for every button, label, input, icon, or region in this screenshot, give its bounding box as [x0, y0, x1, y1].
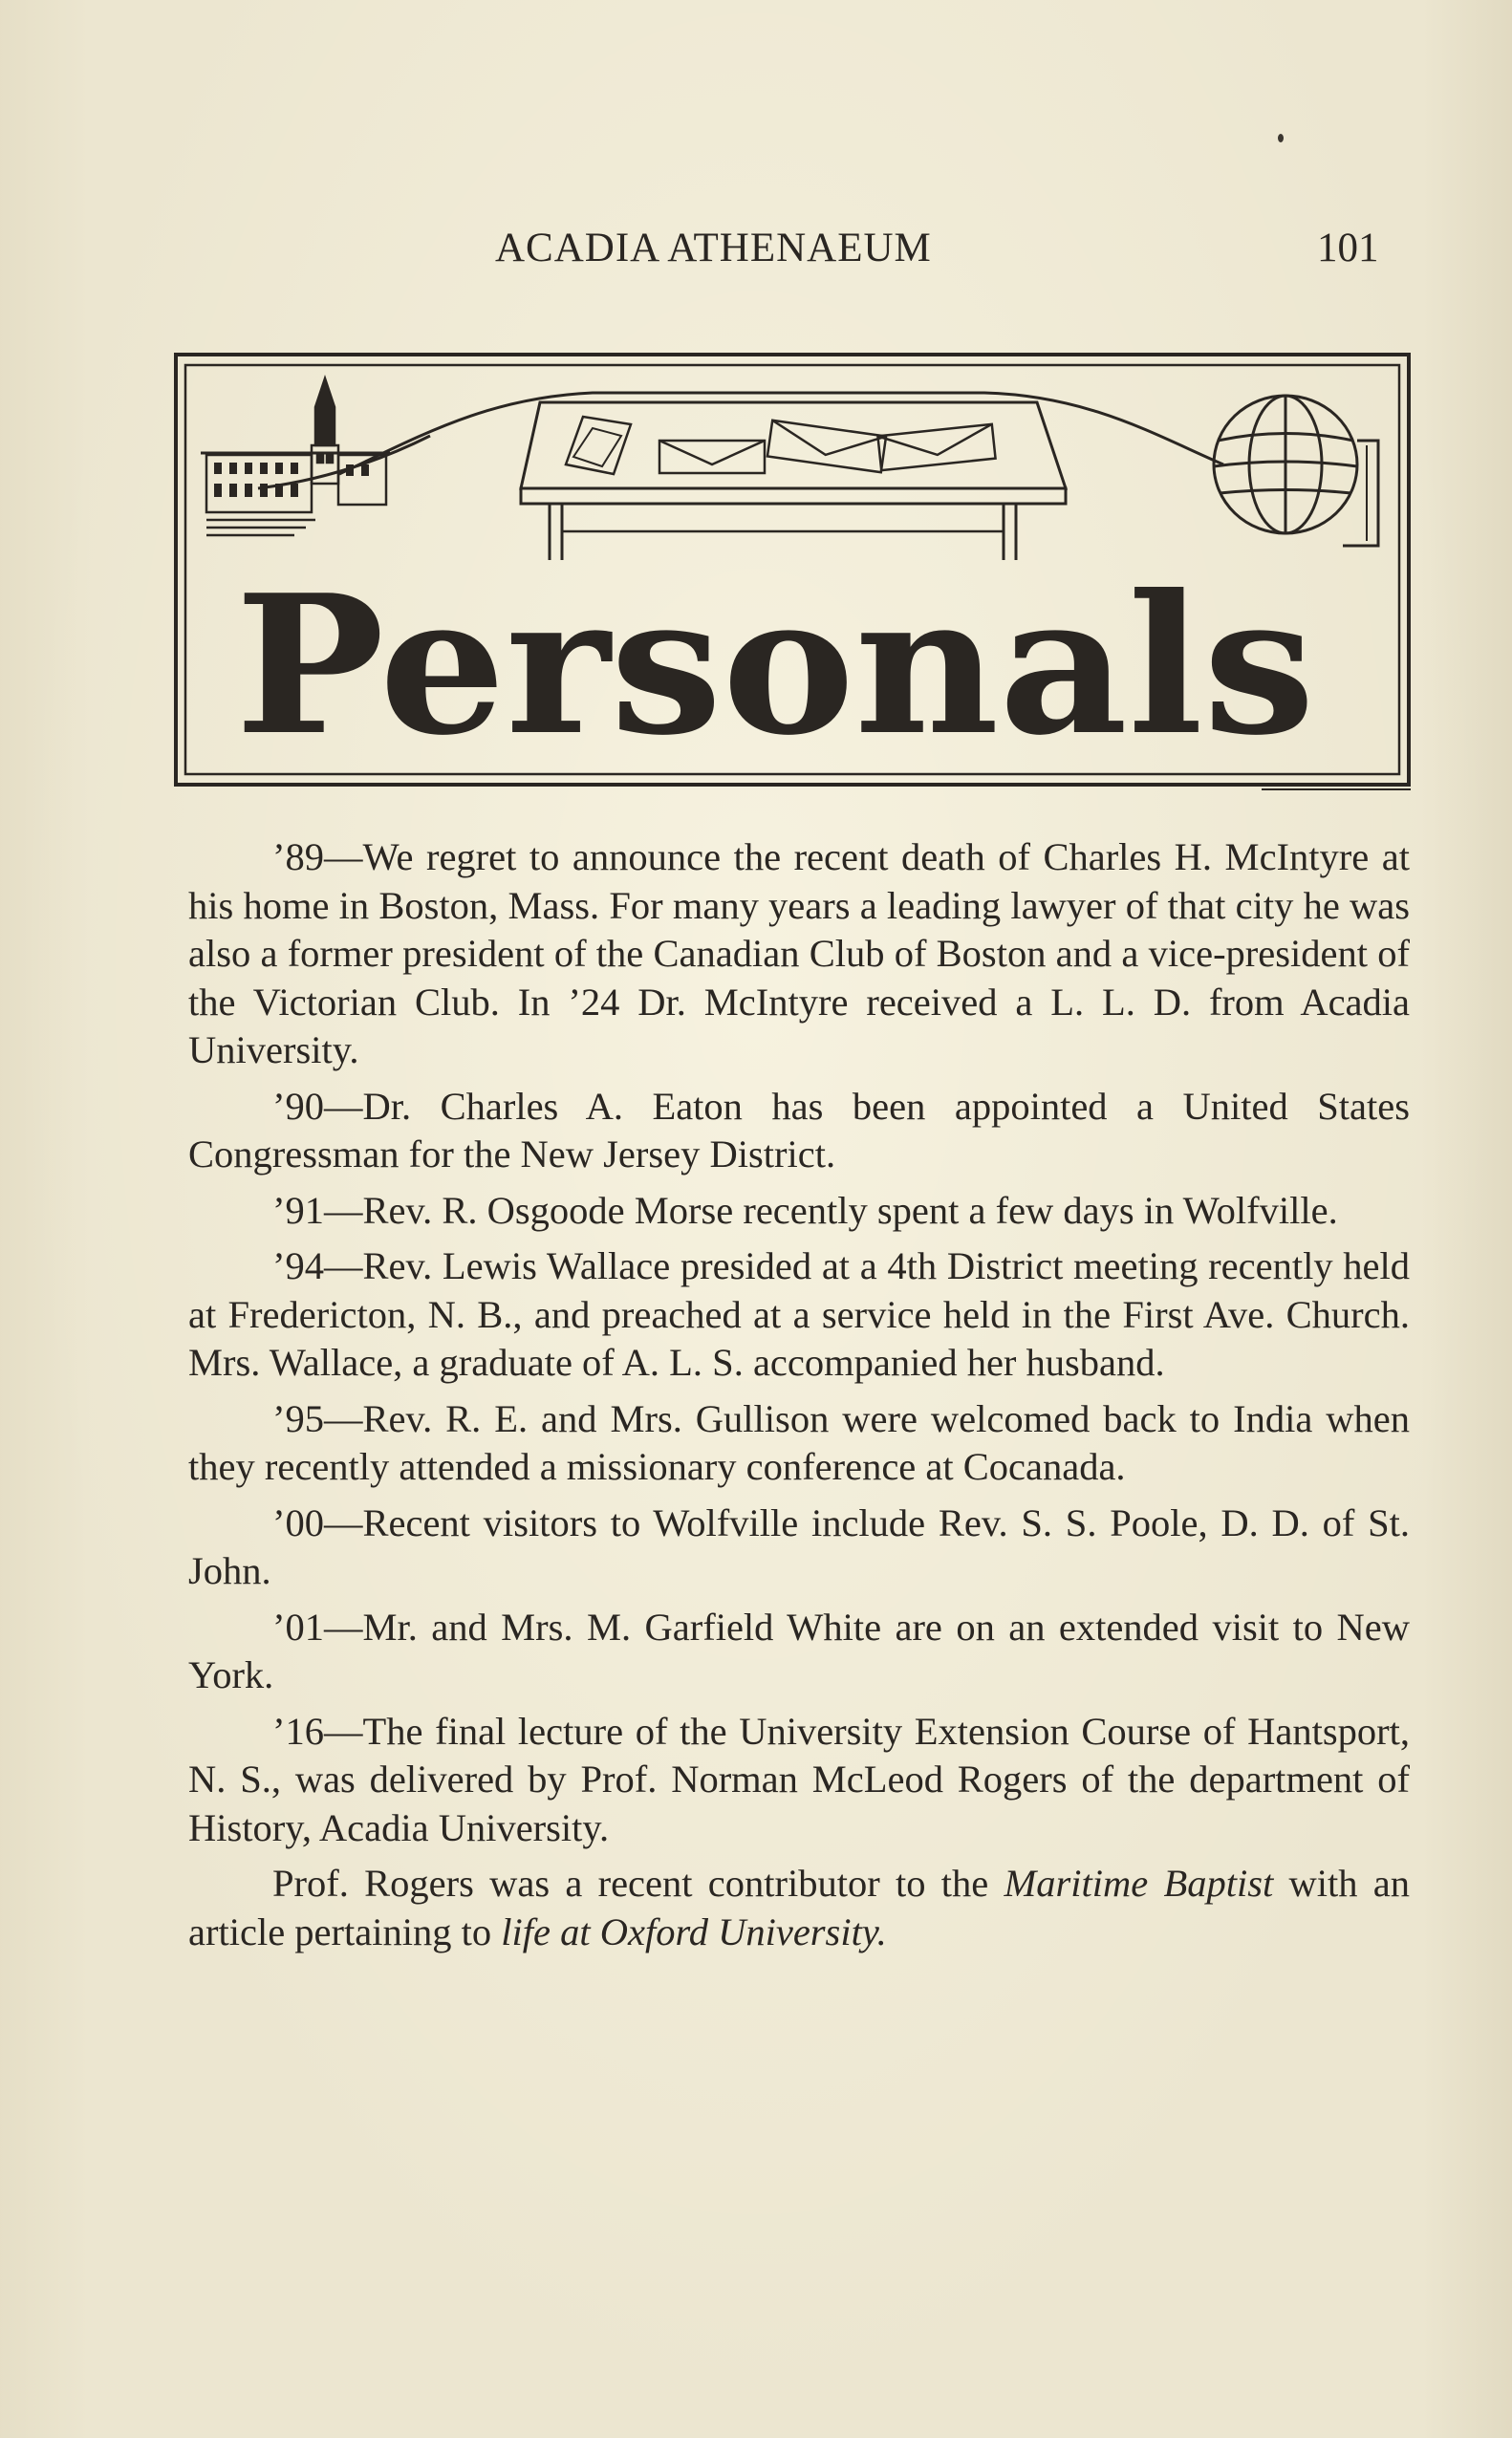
- ink-speck: [1278, 134, 1284, 142]
- banner-title: Personals: [235, 553, 1315, 778]
- entry-91: ’91—Rev. R. Osgoode Morse recently spent a few days in Wolfville.: [272, 1188, 1338, 1232]
- entry-rogers: [188, 1860, 1410, 1956]
- entry-95: ’95—Rev. R. E. and Mrs. Gullison were welcomed back to India when they recently attended a missionary conference at Cocanada.: [188, 1396, 1410, 1488]
- maritime-baptist-title: Maritime Baptist: [1004, 1862, 1274, 1905]
- entry-rogers-text-2: with an article pertaining to: [188, 1862, 1410, 1953]
- entry-16: ’16—The final lecture of the University Extension Course of Hantsport, N. S., was delivered by Prof. Norman McLeod Rogers of the department of History, Acadia University.: [188, 1709, 1410, 1849]
- entry-89: ’89—We regret to announce the recent death of Charles H. McIntyre at his home in Boston, Mass. For many years a leading lawyer of that city he was also a former president of the Canadian Club of Boston and a vice-president of the Victorian Club. In ’24 Dr. McIntyre received a L. L. D. from Acadia University.: [188, 835, 1410, 1071]
- entry-00: ’00—Recent visitors to Wolfville include Rev. S. S. Poole, D. D. of St. John.: [188, 1500, 1410, 1592]
- entry-90: ’90—Dr. Charles A. Eaton has been appointed a United States Congressman for the New Jersey District.: [188, 1084, 1410, 1176]
- entry-01: ’01—Mr. and Mrs. M. Garfield White are on an extended visit to New York.: [188, 1605, 1410, 1696]
- article-title: life at Oxford University.: [501, 1909, 887, 1953]
- letters-on-table-icon: [521, 402, 1066, 560]
- running-head: [0, 220, 1512, 277]
- entry-94: ’94—Rev. Lewis Wallace presided at a 4th District meeting recently held at Fredericton, N. B., and preached at a service held in the First Ave. Church. Mrs. Wallace, a graduate of A. L. S. accompanied her husband.: [188, 1244, 1410, 1384]
- personals-banner: [172, 350, 1415, 799]
- page-number: 101: [1317, 226, 1379, 270]
- journal-name: ACADIA ATHENAEUM: [495, 226, 932, 270]
- college-building-icon: [201, 378, 390, 535]
- entry-rogers-text-1: Prof. Rogers was a recent contributor to the: [272, 1862, 1004, 1905]
- globe-icon: [1214, 396, 1378, 546]
- personals-column: [188, 833, 1410, 1956]
